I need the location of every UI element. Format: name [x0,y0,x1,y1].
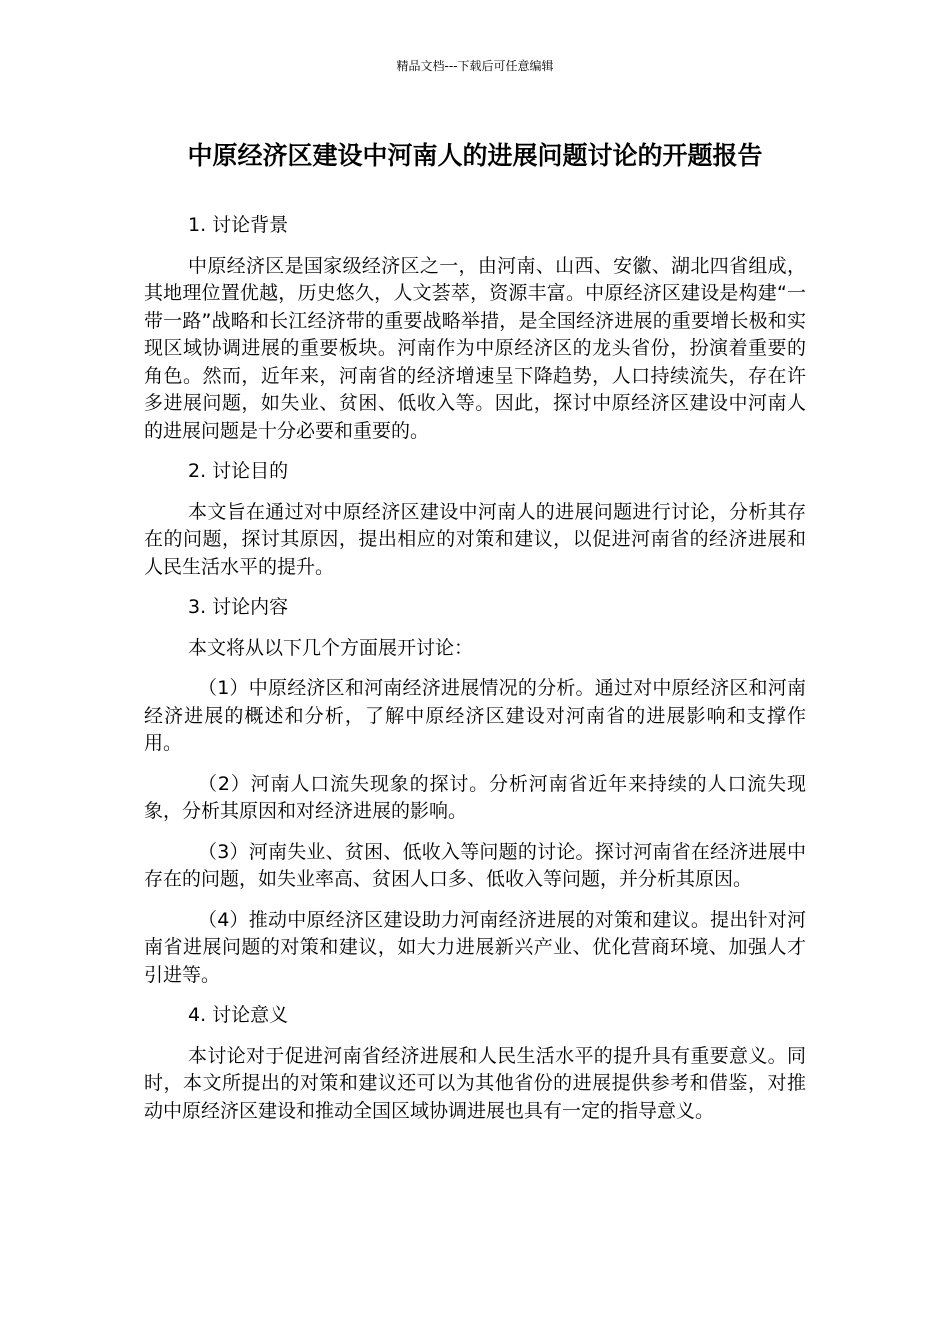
document-body [144,212,806,1138]
section-heading: 1. 讨论背景 [188,214,289,236]
document-title: 中原经济区建设中河南人的进展问题讨论的开题报告 [187,141,763,170]
list-item: （1）中原经济区和河南经济进展情况的分析。通过对中原经济区和河南经济进展的概述和分析，了解中原经济区建设对河南省的进展影响和支撑作用。 [144,677,806,754]
list-item: （4）推动中原经济区建设助力河南经济进展的对策和建议。提出针对河南省进展问题的对策和建议，如大力进展新兴产业、优化营商环境、加强人才引进等。 [144,908,806,986]
section-significance [144,1002,806,1125]
body-paragraph: 本文旨在通过对中原经济区建设中河南人的进展问题进行讨论，分析其存在的问题，探讨其原因，提出相应的对策和建议，以促进河南省的经济进展和人民生活水平的提升。 [144,500,806,578]
section-heading: 4. 讨论意义 [188,1004,289,1026]
list-item: （2）河南人口流失现象的探讨。分析河南省近年来持续的人口流失现象，分析其原因和对经济进展的影响。 [144,772,806,822]
section-purpose [144,458,806,581]
section-intro: 本文将从以下几个方面展开讨论： [188,636,474,659]
section-heading: 3. 讨论内容 [188,596,289,618]
section-heading: 2. 讨论目的 [188,460,289,482]
section-content [144,594,806,989]
body-paragraph: 本讨论对于促进河南省经济进展和人民生活水平的提升具有重要意义。同时，本文所提出的对策和建议还可以为其他省份的进展提供参考和借鉴，对推动中原经济区建设和推动全国区域协调进展也具有一定的指导意义。 [144,1044,806,1122]
list-item: （3）河南失业、贫困、低收入等问题的讨论。探讨河南省在经济进展中存在的问题，如失业率高、贫困人口多、低收入等问题，并分析其原因。 [144,840,806,890]
page-header-watermark: 精品文档---下载后可任意编辑 [396,59,554,73]
body-paragraph: 中原经济区是国家级经济区之一，由河南、山西、安徽、湖北四省组成，其地理位置优越，历史悠久，人文荟萃，资源丰富。中原经济区建设是构建“一带一路”战略和长江经济带的重要战略举措，是全国经济进展的重要增长极和实现区域协调进展的重要板块。河南作为中原经济区的龙头省份，扮演着重要的角色。然而，近年来，河南省的经济增速呈下降趋势，人口持续流失，存在许多进展问题，如失业、贫困、低收入等。因此，探讨中原经济区建设中河南人的进展问题是十分必要和重要的。 [144,254,806,442]
section-background [144,212,806,445]
